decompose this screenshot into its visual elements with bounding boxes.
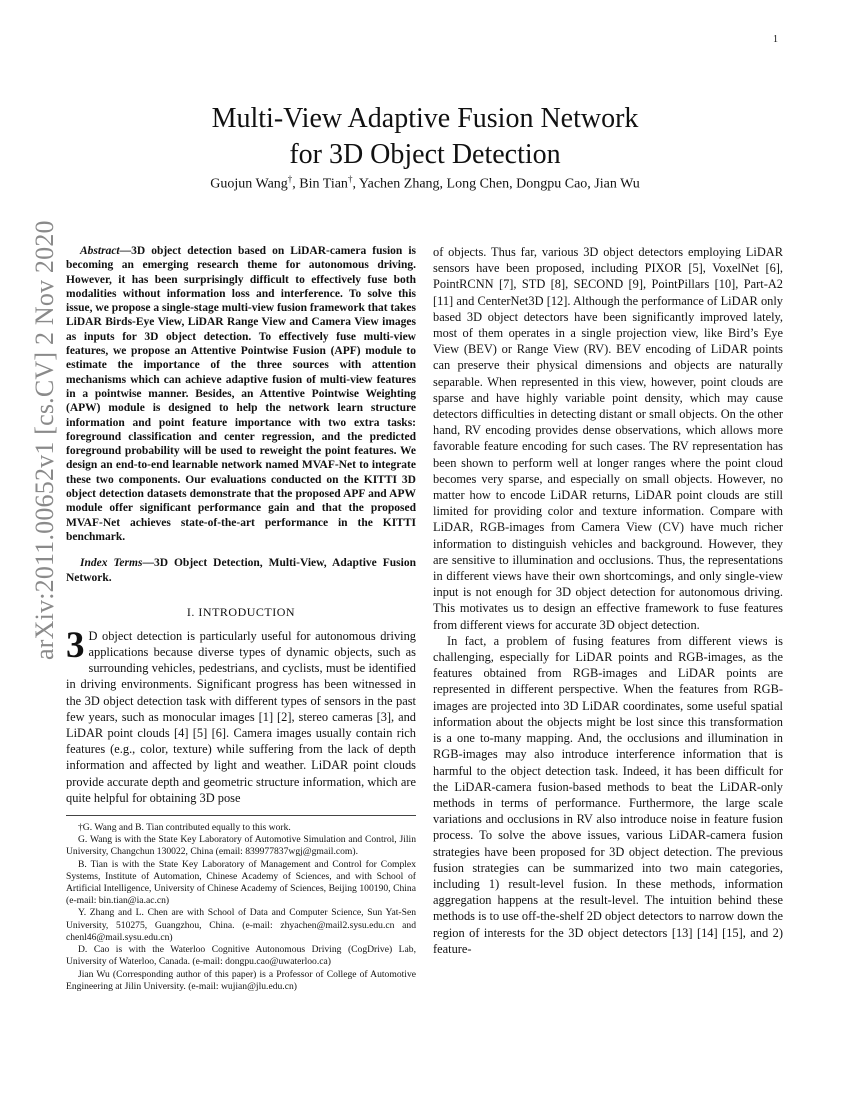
index-terms: [66, 556, 416, 585]
footnote: Jian Wu (Corresponding author of this paper) is a Professor of College of Automotive Engineering at Jilin University. (e-mail: wujian@jlu.edu.cn): [66, 968, 416, 992]
footnote: B. Tian is with the State Key Laboratory of Management and Control for Complex Systems, Institute of Automation, Chinese Academy of Sciences, and with School of Artificial Intelligence, University of Chinese Academy of Sciences, Beijing 100190, China (e-mail: bin.tian@ia.ac.cn): [66, 858, 416, 907]
abstract-text: 3D object detection based on LiDAR-camera fusion is becoming an emerging research theme for autonomous driving. However, it has been surprisingly difficult to effectively fuse both modalities without information loss and interference. To solve this issue, we propose a single-stage multi-view fusion framework that takes LiDAR Birds-Eye View, LiDAR Range View and Camera View images as inputs for 3D object detection. To effectively fuse multi-view features, we propose an Attentive Pointwise Fusion (APF) module to estimate the importance of the three sources with attention mechanisms which can achieve adaptive fusion of multi-view features in a pointwise manner. Besides, an Attentive Pointwise Weighting (APW) module is designed to help the network learn structure information and point feature importance with two extra tasks: foreground classification and center regression, and the predicted foreground probability will be used to reweight the point features. We design an end-to-end learnable network named MVAF-Net to integrate these two components. Our evaluations conducted on the KITTI 3D object detection datasets demonstrate that the proposed APF and APW module offer significant performance gain and that the proposed MVAF-Net achieves state-of-the-art performance in the KITTI benchmark.: [66, 245, 416, 543]
intro-paragraph-1: [66, 624, 416, 806]
dropcap: 3: [66, 624, 85, 666]
footnote-divider: [66, 815, 416, 816]
page-number: 1: [773, 34, 778, 45]
author-1-mark: †: [287, 174, 293, 184]
author-rest: , Yachen Zhang, Long Chen, Dongpu Cao, Jian Wu: [352, 176, 640, 192]
title-line-1: Multi-View Adaptive Fusion Network: [211, 102, 639, 134]
intro-paragraph-1-text: D object detection is particularly useful for autonomous driving applications because diverse types of dynamic objects, such as surrounding vehicles, pedestrians, and cyclists, must be identified in driving environments. Significant progress has been witnessed in the 3D object detection task with different types of sensors in the past few years, such as monocular images [1] [2], stereo cameras [3], and LiDAR point clouds [4] [5] [6]. Camera images usually contain rich features (e.g., color, texture) while suffering from the lack of depth information and affected by light and weather. LiDAR point clouds provide accurate depth and geometric structure information, which are quite helpful for obtaining 3D pose: [66, 628, 416, 805]
author-2: , Bin Tian: [292, 176, 348, 192]
left-column: [66, 244, 416, 993]
footnote: Y. Zhang and L. Chen are with School of Data and Computer Science, Sun Yat-Sen University, 510275, Guangzhou, China. (e-mail: zhyachen@mail2.sysu.edu.cn and chenl46@mail.sysu.edu.cn): [66, 907, 416, 943]
abstract: [66, 244, 416, 544]
intro-paragraph-2: In fact, a problem of fusing features from different views is challenging, especially for LiDAR points and RGB-images, as the features obtained from RGB-images and LiDAR points are represented in different perspective. When the features from RGB-images are projected into 3D LiDAR coordinates, some useful spatial information about the objects might be lost since this transformation is a one to-many mapping. And, the occlusions and illumination in RGB-images may also introduce interference information that is harmful to the object detection task. Indeed, it has been difficult for the LiDAR-camera fusion-based methods to beat the LiDAR-only methods in terms of performance. Furthermore, the large scale variations and occlusions in RV also introduce noise in feature fusion process. To solve the above issues, various LiDAR-camera fusion strategies have been proposed for 3D object detection. The previous fusion strategies can be summarized into two main categories, including 1) result-level fusion. In these methods, information aggregation happens at the result-level. The intuition behind these methods is to use off-the-shelf 2D object detectors to narrow down the region of interests for the 3D object detectors [13] [14] [15], and 2) feature-: [433, 633, 783, 956]
title-line-2: for 3D Object Detection: [289, 138, 561, 170]
right-column: [433, 244, 783, 957]
author-2-mark: †: [347, 174, 353, 184]
footnote: G. Wang is with the State Key Laboratory of Automotive Simulation and Control, Jilin University, Changchun 130022, China (email: 839977837wgj@gmail.com).: [66, 834, 416, 858]
section-heading-introduction: I. INTRODUCTION: [186, 604, 296, 619]
footnotes: [66, 822, 416, 993]
index-terms-text: —3D Object Detection, Multi-View, Adaptive Fusion Network.: [66, 557, 416, 584]
intro-paragraph-continued: of objects. Thus far, various 3D object detectors employing LiDAR sensors have been proposed, including PIXOR [5], VoxelNet [6], PointRCNN [7], STD [8], SECOND [9], PointPillars [10], Part-A2 [11] and CenterNet3D [12]. Although the performance of LiDAR only based 3D object detectors have been significantly improved lately, most of them operates in a single projection view, like Bird’s Eye View (BEV) or Range View (RV). BEV encoding of LiDAR points can preserve their physical dimensions and objects are naturally separable. When represented in this view, however, point clouds are sparse and have highly variable point density, which may cause detectors difficulties in detecting distant or small objects. On the other hand, RV encoding provides dense observations, which allows more favorable feature encoding for such cases. The RV representation has been shown to perform well at longer ranges where the point cloud becomes very sparse, and especially on small objects. However, no matter how to encode LiDAR returns, LiDAR point clouds are still limited for providing color and texture information. Compare with LiDAR, RGB-images from Camera View (CV) have much richer information to distinguish vehicles and background. However, they are sensitive to illumination and occlusions. Thus, the representations in different views have their own shortcomings, and only single-view input is not enough for 3D object detection for autonomous driving. This motivates us to design an effective framework to fuse features from different views for accurate 3D object detection.: [433, 245, 783, 632]
paper-title: [0, 101, 850, 173]
index-terms-label: Index Terms: [80, 557, 143, 570]
footnote: †G. Wang and B. Tian contributed equally to this work.: [78, 822, 291, 834]
author-1: Guojun Wang: [210, 176, 288, 192]
arxiv-stamp: arXiv:2011.00652v1 [cs.CV] 2 Nov 2020: [30, 220, 59, 660]
author-list: [0, 174, 850, 193]
footnote: D. Cao is with the Waterloo Cognitive Autonomous Driving (CogDrive) Lab, University of Waterloo, Canada. (e-mail: dongpu.cao@uwaterloo.ca): [66, 944, 416, 968]
abstract-label: Abstract—: [80, 245, 132, 257]
